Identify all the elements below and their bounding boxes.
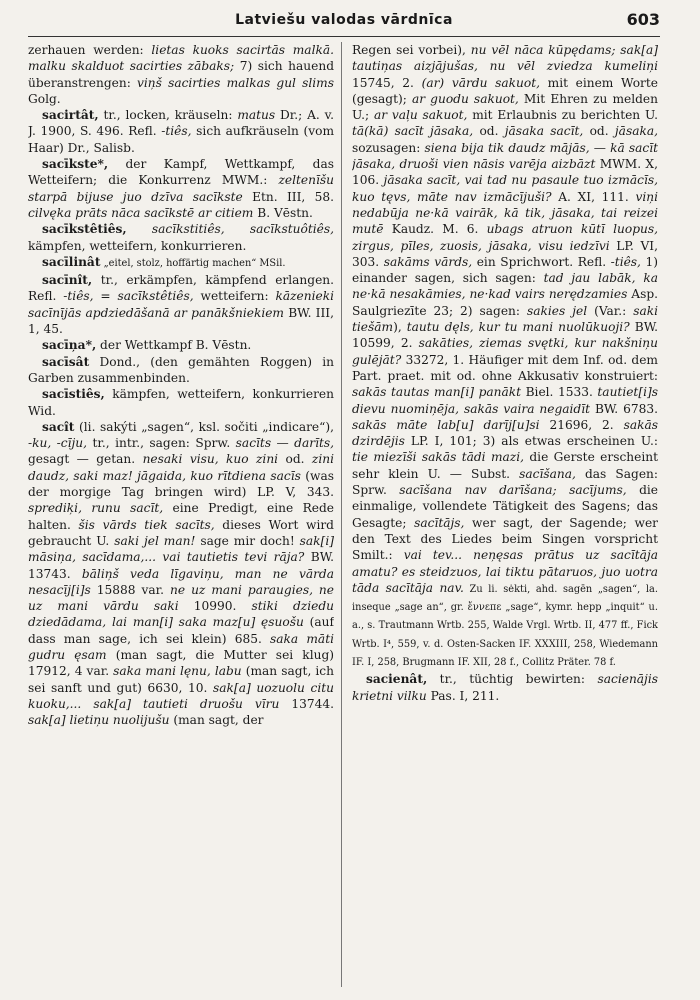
definition-text: Regen sei vorbei), [352,43,471,57]
column-divider [341,42,342,987]
definition-text: eine Predigt, eine Rede halten. [28,501,334,532]
headword: sacienât, [366,672,428,687]
definition-text: sich aufkräuseln (vom Haar) Dr., Salisb. [28,124,334,155]
dictionary-entry [28,42,334,107]
definition-text: Biel. 1533. [521,385,598,400]
definition-text: das Sagen: Sprw. [352,466,658,498]
example-text: sak[a] lietiņu nuolijušu [28,713,170,728]
example-text: sak[a] uozuolu citu kuoku,... sak[a] tautieti druošu vīru [28,680,334,711]
example-text: tautu dęls, kur tu mani nuolūkuoji? [406,320,630,335]
example-text: jāsaka, [614,124,658,139]
example-text: sacītājs, [414,515,465,530]
definition-text: ein Sprichwort. Refl. [472,254,611,269]
definition-text: BW. 10599, 2. [352,320,658,351]
definition-text: Kaudz. M. 6. [383,222,487,237]
example-text: siena bija tik daudz mājās, — kā sacīt jāsaka, druoši vien nāsis varēja aizbāzt [352,140,658,172]
definition-text: die einmalige, vollendete Tätigkeit des Sagens; das Gesagte; [352,483,658,530]
definition-text: mit Erlaubnis zu berichten U. [467,108,658,123]
definition-text: (li. sakýti „sagen“, ksl. sočiti „indicare“), [74,419,334,434]
example-text: zini daudz, saki maz! jāgaida, kuo rītdiena sacīs [28,452,334,483]
definition-text: zerhauen werden: [28,43,152,57]
definition-text: sozusagen: [352,140,425,155]
definition-text: od. [473,124,505,139]
example-text: sakāties, ziemas svętki, kur nakšniņu gulējāt? [352,336,658,367]
definition-text: BW. III, 1, 45. [28,305,334,337]
headword: sacīstiês, [42,387,105,402]
definition-text: 1) einander sagen, sich sagen: [352,254,658,286]
definition-text: Asp. Saulgriezīte 23; 2) sagen: [352,287,658,318]
definition-text: 7) sich hauend überanstrengen: [28,59,334,90]
example-text: jāsaka sacīt, vai tad nu pasaule tuo izmācīs, kuo tęvs, māte nav izmācījuši? [352,173,658,204]
headword: sacīsât [42,354,90,369]
headword: sacirtât, [42,108,99,123]
example-text: ne uz mani paraugies, ne uz mani vārdu saki [28,582,334,614]
definition-text: 33272, 1. Häufiger mit dem Inf. od. dem Part. praet. mit od. ohne Akkusativ konstruiert: [352,352,658,383]
definition-text: 15745, 2. [352,75,422,90]
page-header [28,10,660,37]
definition-text: Mit Ehren zu melden U.; [352,91,658,123]
example-text: sakies jel [526,303,588,318]
example-text: jāsaka sacīt, [504,124,584,139]
definition-text: 15888 var. [90,582,171,597]
running-title: Latviešu valodas vārdnīca [235,12,453,28]
definition-text: = [93,289,118,304]
headword: sacît [42,419,75,434]
dictionary-entry [28,354,334,387]
definition-text: tr., intr., sagen: Sprw. [87,436,236,451]
definition-text: BW. 6783. [590,401,658,416]
definition-text: mit einem Worte (gesagt); [352,75,658,106]
headword: sacīņa*, [42,338,97,353]
definition-text: MWM. X, 106. [352,157,658,188]
example-text: sacīkstêtiês, [117,289,194,304]
definition-text: B. Vēstn. [253,205,313,220]
example-text: sacīšana nav darīšana; sacījums, [399,483,627,498]
example-text: ar guodu sakuot, [411,91,519,106]
example-text: sakāms vārds, [383,254,473,269]
example-text: stiki dziedu dziedādama, lai man[i] saka maz[u] ęsuošu [28,599,334,630]
example-text: sak[i] māsiņa, sacīdama,... vai tautietis tevi rāja? [28,533,334,565]
headword: sacīlinât [42,254,101,269]
definition-text: dieses Wort wird gebraucht U. [28,517,334,548]
example-text: sakās dzirdējis [352,417,658,449]
example-text: kāzenieki sacīnījās apdziedāšanā ar panākšniekiem [28,289,334,320]
example-text: vai tev... neņęsas prātus uz sacītāja amatu? es steidzuos, lai tiktu pātaruos, juo uotra tāda sacītāja nav. [352,548,658,595]
definition-text: LP. VI, 303. [352,238,658,269]
definition-text: Pas. I, 211. [426,688,500,703]
definition-text: die Gerste erscheint sehr klein U. — Subst. [352,450,658,481]
example-text: saka māti gudru ęsam [28,631,334,662]
dictionary-entry [28,254,334,272]
page-number: 603 [626,10,660,29]
example-text: zeltenīšu starpā bijuse juo dzīva sacīkste [28,173,334,204]
example-text: sacienājis krietni vilku [352,672,658,703]
definition-text: wetteifern: [193,289,276,304]
definition-text: gesagt — getan. [28,452,143,467]
definition-text: tr., tüchtig bewirten: [427,672,598,687]
dictionary-entry [352,671,658,704]
dictionary-entry [28,221,334,254]
example-text: saka mani lęnu, labu [113,664,242,679]
definition-text: od. [583,124,615,139]
definition-text: (man sagt, ich sei sanft und gut) 6630, 10. [28,664,334,695]
definition-text: wer sagt, der Sagende; wer den Text des Liedes beim Singen vorspricht Smilt.: [352,515,658,563]
example-text: bāliņš veda līgaviņu, man ne vārda nesacīj[i]s [28,566,334,597]
definition-text: kämpfen, wetteifern, konkurrieren. [28,238,247,253]
example-text: (ar) vārdu sakuot, [421,75,540,90]
example-text: sakās tautas man[i] panākt [352,385,522,400]
etymology-note: Zu li. sėkti, ahd. sagēn „sagen“, la. inseque „sage an“, gr. ἔννεπε „sage“, kymr. hepp „inquit“ u. a., s. Trautmann Wrtb. 255, Walde Vrgl. Wrtb. II, 477 ff., Fick Wrtb. I⁴, 559, v. d. Osten-Sacken IF. XXXIII, 258, Wiedemann IF. I, 258, Brugmann IF. XII, 28 f., Collitz Präter. 78 f. [352,583,658,668]
definition-text: 21696, 2. [539,417,624,432]
example-text: lietas kuoks sacirtās malkā. malku skalduot sacirties zābaks; [28,43,334,74]
definition-text: tr., erkämpfen, kämpfend erlangen. Refl. [28,273,334,304]
example-text: sacīts — darīts, [235,436,334,451]
definition-text: (Var.: [587,303,634,318]
example-text: šis vārds tiek sacīts, [78,517,215,532]
example-text: ar vaļu sakuot, [373,108,468,123]
example-text: -ku, -cīju, [28,436,88,451]
definition-text: der Wettkampf B. Vēstn. [96,338,252,353]
example-text: ubags atruon kūtī luopus, zirgus, pīles, zuosis, jāsaka, visu iedzīvi [352,222,658,253]
definition-text: Dr.; A. v. J. 1900, S. 496. Refl. [28,108,334,139]
definition-text: LP. I, 101; 3) als etwas erscheinen U.: [404,434,658,449]
example-text: nu vēl nāca kūpędams; sak[a] tautiņas aizjājušas, nu vēl zviedza kumeliņi [352,43,658,74]
definition-text: (was der morgige Tag bringen wird) LP. V, 343. [28,468,334,500]
example-text: tad jau labāk, ka ne·kā nesakāmies, ne·kad vairs nerędzamies [352,271,658,302]
dictionary-entry [28,386,334,419]
example-text: viņi nedabūja ne·kā vairāk, kā tik, jāsaka, tai reizei mutē [352,189,658,237]
definition-text: od. [278,452,312,467]
definition-text: A. XI, 111. [551,189,636,204]
right-column [352,42,658,992]
headword: sacīkste*, [42,157,109,172]
definition-text: der Kampf, Wettkampf, das Wetteifern; die Konkurrenz MWM.: [28,157,334,188]
definition-text: sage mir doch! [195,533,300,548]
left-column [28,42,334,992]
example-text: -tiês, [161,124,192,139]
example-text: viņš sacirties malkas gul slims [137,75,334,90]
definition-text: Etn. III, 58. [242,189,334,204]
dictionary-entry [28,272,334,337]
headword: sacīkstêtiês, [42,222,127,237]
example-text: saki jel man! [114,533,196,548]
dictionary-entry [28,156,334,221]
example-text: -tiês, [63,289,94,304]
example-text: sprediķi, runu sacīt, [28,501,164,516]
definition-text: Golg. [28,91,61,106]
dictionary-entry [28,419,334,729]
example-text: matus [237,108,276,123]
example-text: tautiet[i]s dievu nuomiņēja, sakās vaira negaidīt [352,385,658,416]
definition-text: BW. 13743. [28,550,334,581]
example-text: -tiês, [610,254,641,269]
definition-text: 13744. [279,696,334,711]
example-text: saki tiešām [352,303,658,335]
headword: sacīnît, [42,273,93,288]
definition-text: ), [393,320,407,335]
definition-text: 10990. [178,599,252,614]
definition-text: (man sagt, der [169,713,264,728]
example-text: tā(kā) sacīt jāsaka, [352,124,474,139]
etymology-note: „eitel, stolz, hoffärtig machen“ MSil. [100,257,286,269]
dictionary-entry [352,42,658,671]
definition-text: Dond., (den gemähten Roggen) in Garben zusammenbinden. [28,354,334,385]
example-text: sacīšana, [519,466,576,481]
definition-text: kämpfen, wetteifern, konkurrieren Wid. [28,387,334,418]
example-text: nesaki visu, kuo zini [142,452,279,467]
dictionary-entry [28,107,334,156]
definition-text: (auf dass man sage, ich sei klein) 685. [28,615,334,646]
dictionary-entry [28,337,334,353]
example-text: sakās māte lab[u] darīj[u]si [352,417,540,432]
example-text: cilvęka prāts nāca sacīkstē ar citiem [28,205,254,220]
example-text: tie miezīši sakās tādi mazi, [352,450,524,465]
definition-text: tr., locken, kräuseln: [98,108,238,123]
definition-text: (man sagt, die Mutter sei klug) 17912, 4 var. [28,647,334,679]
example-text: sacīkstitiês, sacīkstuôtiês, [126,222,334,237]
